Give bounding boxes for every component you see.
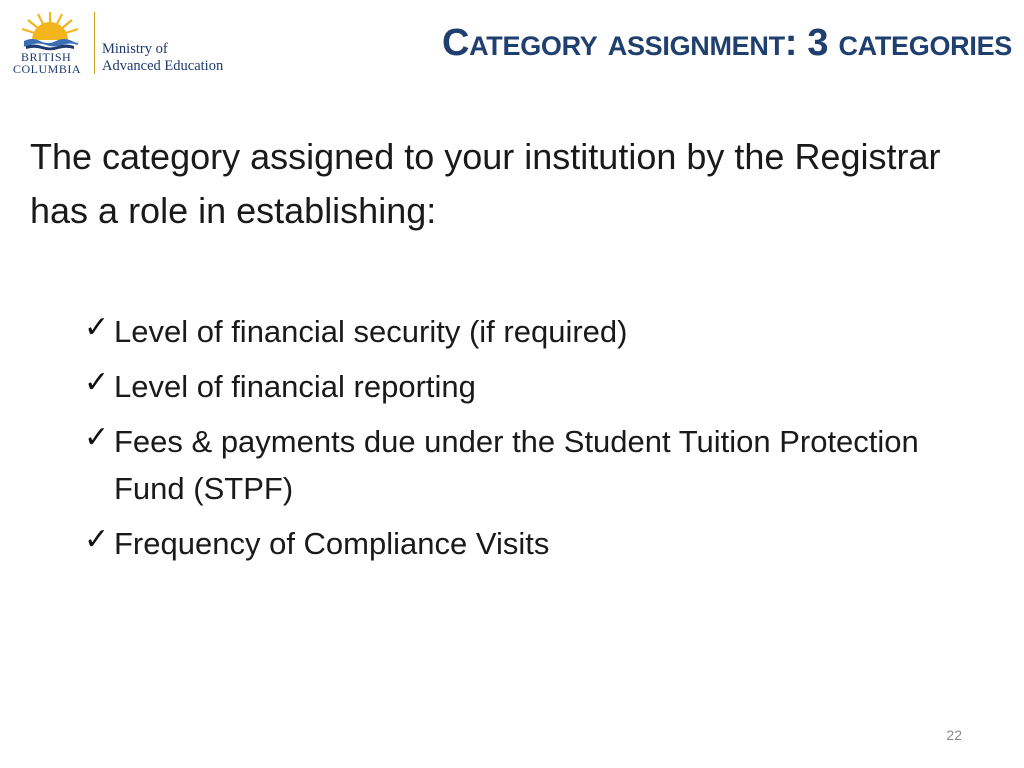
page-number: 22	[946, 727, 962, 743]
bullet-text: Level of financial reporting	[114, 369, 476, 404]
bc-government-logo	[10, 8, 240, 78]
logo-ministry-line1: Ministry of	[102, 41, 168, 57]
bullet-item	[84, 520, 944, 567]
logo-divider	[94, 12, 95, 74]
bullet-item	[84, 308, 944, 355]
bullet-text: Level of financial security (if required)	[114, 314, 628, 349]
bullet-text: Fees & payments due under the Student Tuition Protection Fund (STPF)	[114, 424, 919, 506]
bullet-list	[84, 308, 944, 575]
check-mark-icon: ✓	[84, 365, 110, 400]
bullet-item	[84, 418, 944, 512]
logo-province-line2: COLUMBIA	[13, 62, 82, 76]
check-mark-icon: ✓	[84, 420, 110, 455]
bullet-item	[84, 363, 944, 410]
intro-text: The category assigned to your institution by the Registrar has a role in establishing:	[30, 136, 941, 231]
check-mark-icon: ✓	[84, 310, 110, 345]
bullet-text: Frequency of Compliance Visits	[114, 526, 550, 561]
check-mark-icon: ✓	[84, 522, 110, 557]
logo-province-line1: BRITISH	[21, 50, 72, 64]
bc-sun-icon	[10, 8, 94, 52]
logo-ministry-line2: Advanced Education	[102, 58, 224, 74]
slide-title: Category assignment: 3 categories	[441, 22, 1012, 64]
